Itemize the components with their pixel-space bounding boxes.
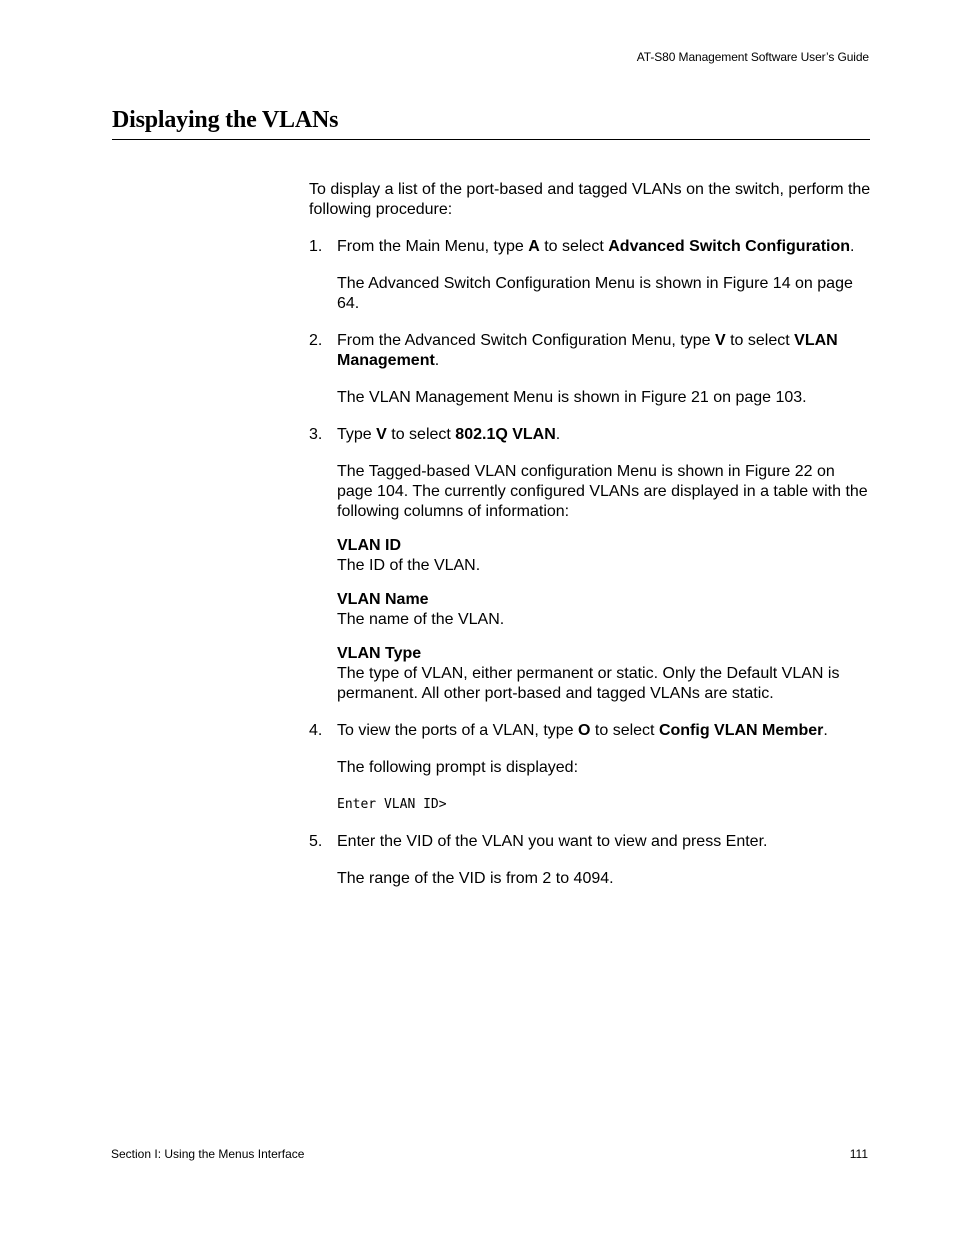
title-rule [112, 139, 870, 140]
step-note: The range of the VID is from 2 to 4094. [337, 870, 614, 887]
step-instruction: Type V to select 802.1Q VLAN. [337, 426, 561, 443]
step-4 [309, 721, 874, 815]
step-instruction: From the Main Menu, type A to select Advanced Switch Configuration. [337, 238, 855, 255]
column-desc-vlan-id: The ID of the VLAN. [337, 557, 481, 574]
running-header: AT-S80 Management Software User’s Guide [636, 50, 869, 64]
step-note: The VLAN Management Menu is shown in Figure 21 on page 103. [337, 389, 807, 406]
step-instruction: To view the ports of a VLAN, type O to select Config VLAN Member. [337, 722, 828, 739]
procedure-body [309, 180, 874, 889]
column-term-vlan-type: VLAN Type [337, 645, 422, 662]
step-note: The following prompt is displayed: [337, 759, 579, 776]
prompt-code: Enter VLAN ID> [337, 797, 447, 812]
step-1 [309, 237, 874, 314]
step-number: 1. [309, 238, 323, 255]
step-note: The Tagged-based VLAN configuration Menu is shown in Figure 22 on page 104. The currently configured VLANs are displayed in a table with the following columns of information: [337, 463, 868, 520]
step-note: The Advanced Switch Configuration Menu is shown in Figure 14 on page 64. [337, 275, 853, 312]
step-number: 4. [309, 722, 323, 739]
intro-paragraph: To display a list of the port-based and tagged VLANs on the switch, perform the following procedure: [309, 181, 871, 218]
step-instruction: Enter the VID of the VLAN you want to view and press Enter. [337, 833, 768, 850]
step-5 [309, 832, 874, 889]
step-3 [309, 425, 874, 704]
step-2 [309, 331, 874, 408]
section-title: Displaying the VLANs [112, 107, 339, 133]
page-number: 111 [849, 1147, 868, 1161]
column-term-vlan-name: VLAN Name [337, 591, 429, 608]
footer-section: Section I: Using the Menus Interface [111, 1147, 305, 1161]
step-instruction: From the Advanced Switch Configuration Menu, type V to select VLAN Management. [337, 332, 838, 369]
step-number: 5. [309, 833, 323, 850]
step-number: 3. [309, 426, 323, 443]
column-desc-vlan-type: The type of VLAN, either permanent or static. Only the Default VLAN is permanent. All other port-based and tagged VLANs are static. [337, 665, 840, 702]
step-number: 2. [309, 332, 323, 349]
column-term-vlan-id: VLAN ID [337, 537, 401, 554]
column-desc-vlan-name: The name of the VLAN. [337, 611, 505, 628]
